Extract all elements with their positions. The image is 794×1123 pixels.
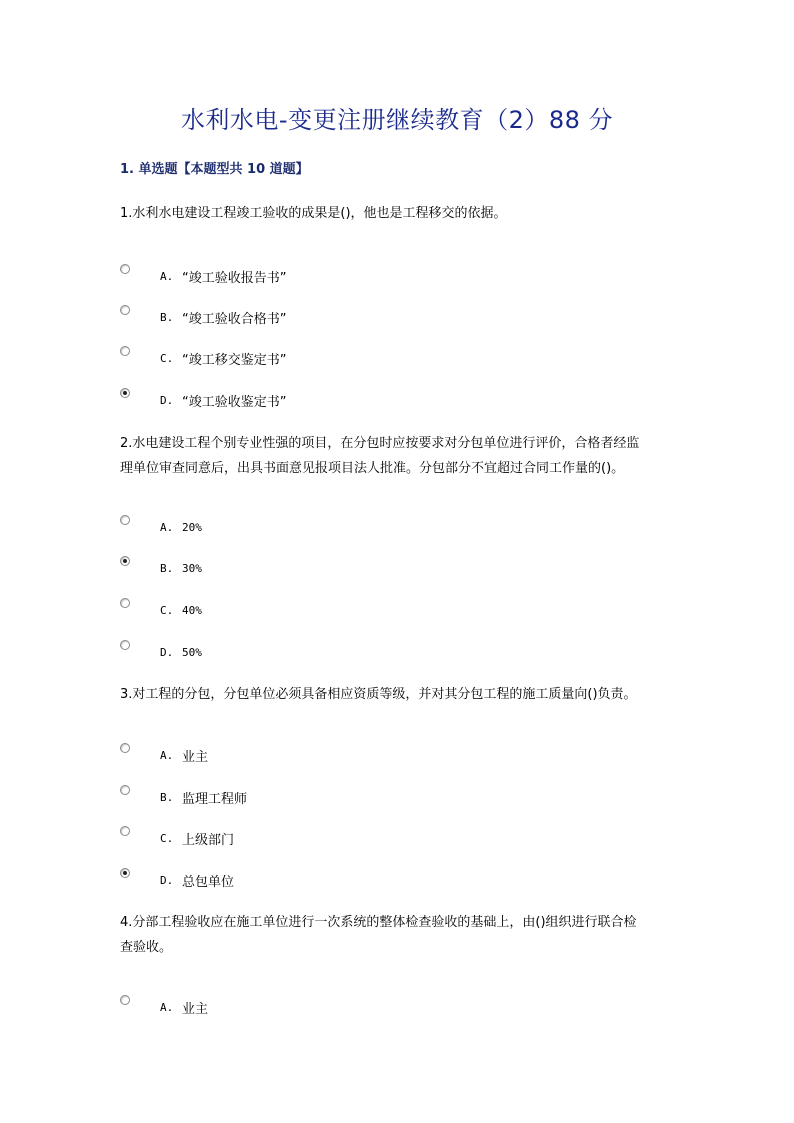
option-row[interactable] xyxy=(120,307,680,327)
option-row[interactable] xyxy=(120,266,680,286)
option-label: 30% xyxy=(182,561,202,575)
option-label: “竣工验收合格书” xyxy=(182,311,287,327)
question-text-line: 4.分部工程验收应在施工单位进行一次系统的整体检查验收的基础上，由()组织进行联合检 xyxy=(120,915,637,930)
radio-button[interactable] xyxy=(120,305,130,315)
option-label: 业主 xyxy=(182,1001,209,1017)
option-letter: D. xyxy=(160,873,174,887)
option-row[interactable] xyxy=(120,642,680,662)
option-letter: C. xyxy=(160,351,174,365)
option-row[interactable] xyxy=(120,787,680,807)
option-label: “竣工验收报告书” xyxy=(182,270,287,286)
option-letter: D. xyxy=(160,393,174,407)
option-letter: C. xyxy=(160,831,174,845)
radio-button[interactable] xyxy=(120,346,130,356)
option-letter: C. xyxy=(160,603,174,617)
page-title: 水利水电-变更注册继续教育（2）88 分 xyxy=(180,106,614,134)
option-label: “竣工验收鉴定书” xyxy=(182,394,287,410)
option-label: 上级部门 xyxy=(182,832,235,848)
option-label: 总包单位 xyxy=(182,874,235,890)
option-letter: B. xyxy=(160,310,174,324)
radio-button[interactable] xyxy=(120,995,130,1005)
option-row[interactable] xyxy=(120,870,680,890)
radio-button[interactable] xyxy=(120,826,130,836)
radio-button[interactable] xyxy=(120,556,130,566)
option-letter: B. xyxy=(160,561,174,575)
option-letter: A. xyxy=(160,1000,174,1014)
radio-button[interactable] xyxy=(120,388,130,398)
question-text-line: 理单位审查同意后，出具书面意见报项目法人批准。分包部分不宜超过合同工作量的()。 xyxy=(120,461,625,476)
option-label: 40% xyxy=(182,603,202,617)
option-label: 50% xyxy=(182,645,202,659)
radio-button[interactable] xyxy=(120,868,130,878)
section-heading: 1. 单选题【本题型共 10 道题】 xyxy=(120,162,309,177)
question-text xyxy=(120,431,680,481)
option-row[interactable] xyxy=(120,745,680,765)
option-letter: B. xyxy=(160,790,174,804)
radio-button[interactable] xyxy=(120,743,130,753)
option-letter: A. xyxy=(160,269,174,283)
option-letter: A. xyxy=(160,748,174,762)
option-label: “竣工移交鉴定书” xyxy=(182,352,287,368)
question-text: 3.对工程的分包，分包单位必须具备相应资质等级，并对其分包工程的施工质量向()负责。 xyxy=(120,687,637,702)
radio-button[interactable] xyxy=(120,785,130,795)
option-label: 监理工程师 xyxy=(182,791,248,807)
radio-button[interactable] xyxy=(120,640,130,650)
option-letter: D. xyxy=(160,645,174,659)
radio-button[interactable] xyxy=(120,515,130,525)
option-row[interactable] xyxy=(120,828,680,848)
option-label: 业主 xyxy=(182,749,209,765)
option-row[interactable] xyxy=(120,517,680,537)
option-row[interactable] xyxy=(120,390,680,410)
option-row[interactable] xyxy=(120,348,680,368)
option-row[interactable] xyxy=(120,997,680,1017)
question-text-line: 查验收。 xyxy=(120,940,173,955)
option-row[interactable] xyxy=(120,600,680,620)
option-row[interactable] xyxy=(120,558,680,578)
question-text: 1.水利水电建设工程竣工验收的成果是()，他也是工程移交的依据。 xyxy=(120,206,507,221)
question-text-line: 2.水电建设工程个别专业性强的项目，在分包时应按要求对分包单位进行评价，合格者经监 xyxy=(120,436,640,451)
question-text xyxy=(120,910,680,960)
radio-button[interactable] xyxy=(120,598,130,608)
option-label: 20% xyxy=(182,520,202,534)
radio-button[interactable] xyxy=(120,264,130,274)
option-letter: A. xyxy=(160,520,174,534)
